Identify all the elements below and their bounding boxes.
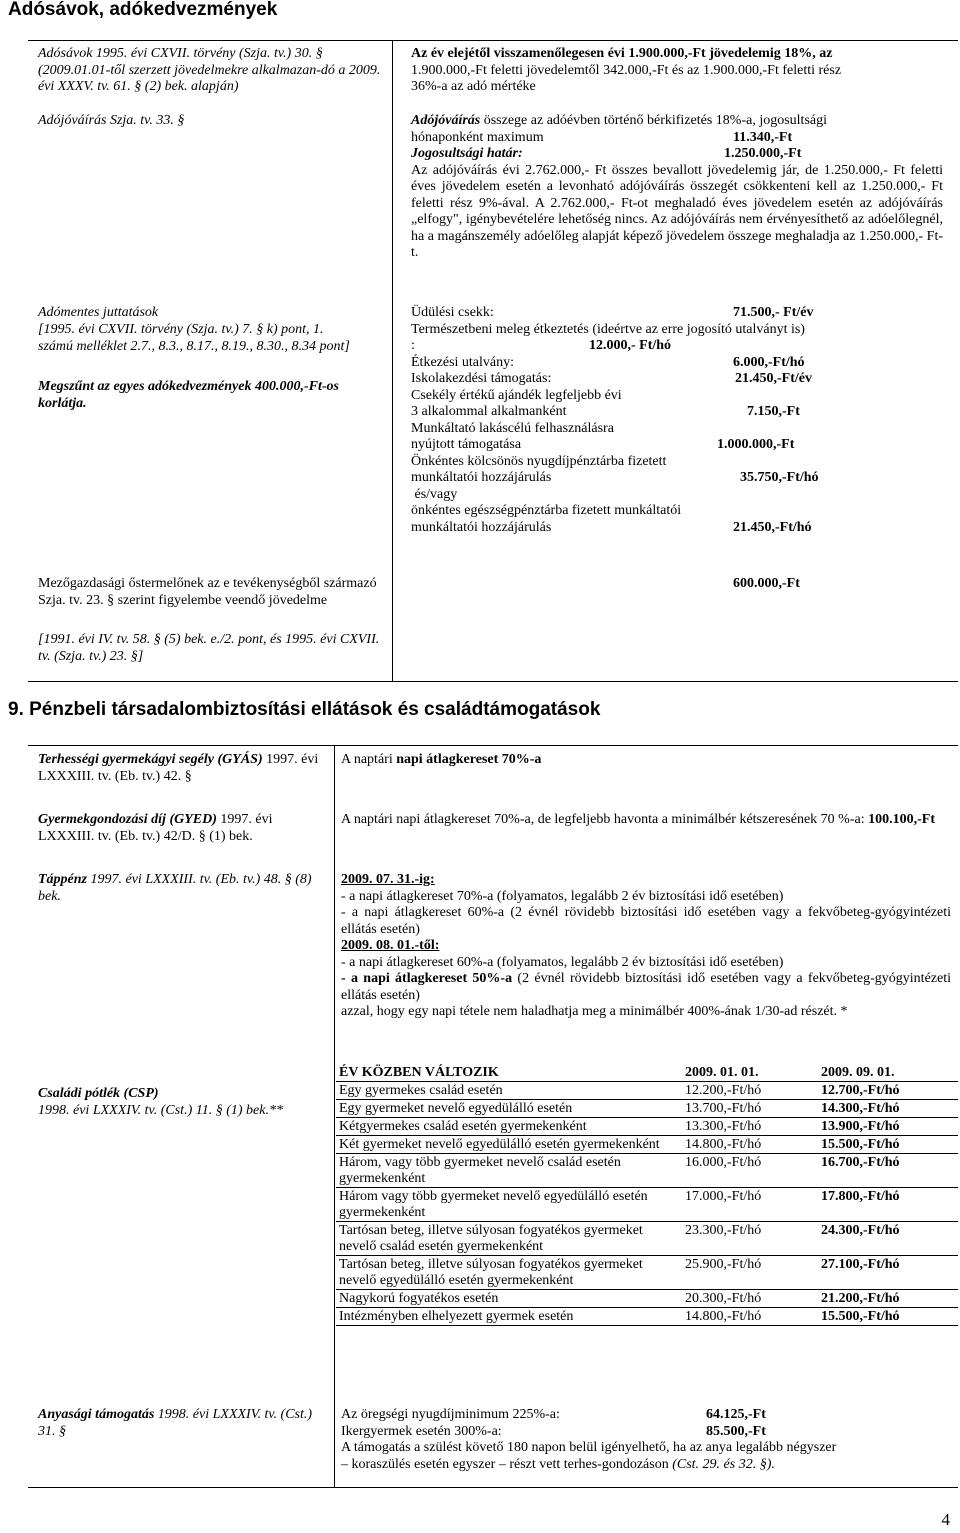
tax-line-3: 36%-a az adó mértéke bbox=[411, 79, 536, 94]
maternity-grant-text bbox=[341, 1407, 953, 1473]
gyed-text: A naptári napi átlagkereset 70%-a, de legfeljebb havonta a minimálbér kétszeresének 70 %-a: 100.100,-Ft bbox=[341, 812, 936, 827]
tax-brackets-text bbox=[411, 46, 951, 96]
table-row: Kétgyermekes család esetén gyermekenként 13.300,-Ft/hó 13.900,-Ft/hó bbox=[336, 1118, 958, 1136]
maternity-paragraph-ref: (Cst. 29. és 32. §). bbox=[672, 1456, 775, 1472]
exempt-value: 12.000,- Ft/hó bbox=[589, 338, 672, 353]
exempt-label: munkáltatói hozzájárulás bbox=[411, 470, 552, 485]
exempt-value: 71.500,- Ft/év bbox=[733, 305, 814, 320]
exempt-label: : bbox=[411, 338, 415, 353]
sec2-divider bbox=[334, 745, 335, 1487]
maternity-label: Az öregségi nyugdíjminimum 225%-a: bbox=[341, 1407, 560, 1422]
table-row: Tartósan beteg, illetve súlyosan fogyatékos gyermeket nevelő család esetén gyermekenként 23.300,-Ft/hó 24.300,-Ft/hó bbox=[336, 1222, 958, 1256]
sick-pay-until: 2009. 07. 31.-ig: bbox=[341, 872, 435, 887]
family-allowance-table bbox=[336, 1064, 958, 1326]
table-row: Három vagy több gyermeket nevelő egyedülálló esetén gyermekenként 17.000,-Ft/hó 17.800,-Ft/hó bbox=[336, 1188, 958, 1222]
table-row: Két gyermeket nevelő egyedülálló esetén gyermekenként 14.800,-Ft/hó 15.500,-Ft/hó bbox=[336, 1136, 958, 1154]
gyas-text: A naptári napi átlagkereset 70%-a bbox=[341, 752, 542, 767]
exempt-value: 21.450,-Ft/hó bbox=[733, 519, 812, 535]
tax-line-1: Az év elejétől visszamenőlegesen évi 1.900.000,-Ft jövedelemig 18%, az bbox=[411, 46, 833, 61]
table-row: Intézményben elhelyezett gyermek esetén 14.800,-Ft/hó 15.500,-Ft/hó bbox=[336, 1308, 958, 1326]
sick-pay-line: - a napi átlagkereset 60%-a (folyamatos, legalább 2 év biztosítási idő esetében) bbox=[341, 954, 784, 970]
exempt-value: 35.750,-Ft/hó bbox=[740, 470, 819, 485]
exempt-label: nyújtott támogatása bbox=[411, 437, 522, 452]
sick-pay-line: azzal, hogy egy napi tétele nem haladhatja meg a minimálbér 400%-ának 1/30-ad részét. * bbox=[341, 1004, 848, 1019]
table-row: Három, vagy több gyermeket nevelő család esetén gyermekenként 16.000,-Ft/hó 16.700,-Ft/hó bbox=[336, 1154, 958, 1188]
page-heading: Adósávok, adókedvezmények bbox=[8, 0, 278, 20]
family-allowance-ref: Családi pótlék (CSP) 1998. évi LXXXIV. tv. (Cst.) 11. § (1) bek.** bbox=[38, 1086, 283, 1118]
table-row: Egy gyermeket nevelő egyedülálló esetén 13.700,-Ft/hó 14.300,-Ft/hó bbox=[336, 1100, 958, 1118]
exempt-benefits-ref: [1995. évi CXVII. törvény (Szja. tv.) 7. § k) pont, 1. számú melléklet 2.7., 8.3., 8.17., 8.19., 8.30., 8.34 pont] bbox=[38, 322, 350, 354]
credit-label: Adójóváírás bbox=[411, 113, 481, 128]
maternity-paragraph: – koraszülés esetén egyszer – részt vett terhes-gondozáson bbox=[341, 1456, 673, 1472]
maternity-value: 64.125,-Ft bbox=[706, 1407, 766, 1422]
exempt-label: Étkezési utalvány: bbox=[411, 354, 515, 370]
table-header: ÉV KÖZBEN VÁLTOZIK 2009. 01. 01. 2009. 09. 01. bbox=[336, 1064, 958, 1082]
page-number: 4 bbox=[941, 1510, 950, 1529]
exempt-label: Munkáltató lakáscélú felhasználásra bbox=[411, 420, 614, 436]
farmer-law-ref: [1991. évi IV. tv. 58. § (5) bek. e./2. pont, és 1995. évi CXVII. tv. (Szja. tv.) 23. §] bbox=[38, 632, 380, 664]
maternity-grant-ref: Anyasági támogatás 1998. évi LXXXIV. tv. (Cst.) 31. § bbox=[38, 1407, 313, 1439]
exempt-benefits-title: Adómentes juttatások bbox=[38, 305, 159, 320]
credit-limit-label: Jogosultsági határ: bbox=[411, 146, 523, 161]
table-row: Nagykorú fogyatékos esetén 20.300,-Ft/hó 21.200,-Ft/hó bbox=[336, 1290, 958, 1308]
exempt-value: 1.000.000,-Ft bbox=[717, 437, 795, 452]
sick-pay-from: 2009. 08. 01.-től: bbox=[341, 938, 440, 953]
exempt-label: Csekély értékű ajándék legfeljebb évi bbox=[411, 387, 622, 403]
sick-pay-line: - a napi átlagkereset 70%-a (folyamatos, legalább 2 év biztosítási idő esetében) bbox=[341, 888, 784, 904]
tax-credit-ref: Adójóváírás Szja. tv. 33. § bbox=[38, 113, 185, 128]
credit-monthly-label: hónaponként maximum bbox=[411, 129, 544, 145]
sick-pay-line: - a napi átlagkereset 60%-a (2 évnél rövidebb biztosítási idő esetében vagy a fekvőbeteg-gyógyintézeti ellátás esetén) bbox=[341, 905, 951, 937]
exempt-label: önkéntes egészségpénztárba fizetett munkáltatói bbox=[411, 503, 682, 518]
exempt-label: Üdülési csekk: bbox=[411, 305, 494, 320]
exempt-label: Iskolakezdési támogatás: bbox=[411, 371, 552, 386]
exempt-benefits-note: Megszűnt az egyes adókedvezmények 400.000,-Ft-os korlátja. bbox=[38, 379, 339, 411]
tax-credit-block bbox=[411, 113, 951, 262]
farmer-value: 600.000,-Ft bbox=[733, 576, 800, 591]
exempt-label: és/vagy bbox=[411, 486, 458, 502]
sick-pay-line: (2 évnél rövidebb biztosítási idő esetében vagy a fekvőbeteg-gyógyintézeti ellátás esetén) bbox=[341, 971, 951, 1003]
sec1-bottom-rule bbox=[28, 681, 958, 682]
exempt-label: munkáltatói hozzájárulás bbox=[411, 519, 552, 535]
farmer-income-ref: Mezőgazdasági őstermelőnek az e tevékenységből származó Szja. tv. 23. § szerint figyelembe veendő jövedelme bbox=[38, 576, 377, 608]
maternity-paragraph: A támogatás a szülést követő 180 napon belül igényelhető, ha az anya legalább négyszer bbox=[341, 1440, 837, 1455]
exempt-label: Természetbeni meleg étkeztetés (ideértve az erre jogosító utalványt is) bbox=[411, 321, 805, 337]
sick-pay-text bbox=[341, 872, 951, 1021]
credit-text: összege az adóévben történő bérkifizetés 18%-a, jogosultsági bbox=[483, 113, 828, 128]
maternity-label: Ikergyermek esetén 300%-a: bbox=[341, 1423, 502, 1439]
credit-monthly-value: 11.340,-Ft bbox=[733, 129, 793, 145]
table-row: Egy gyermekes család esetén 12.200,-Ft/hó 12.700,-Ft/hó bbox=[336, 1082, 958, 1100]
sec1-top-rule bbox=[28, 40, 958, 41]
sec1-divider bbox=[392, 40, 393, 681]
sick-pay-line: - a napi átlagkereset 50%-a bbox=[341, 971, 513, 986]
gyed-ref: Gyermekgondozási díj (GYED) 1997. évi LXXXIII. tv. (Eb. tv.) 42/D. § (1) bek. bbox=[38, 812, 273, 844]
exempt-value: 7.150,-Ft bbox=[747, 404, 800, 419]
sec2-top-rule bbox=[28, 745, 958, 746]
exempt-value: 6.000,-Ft/hó bbox=[733, 354, 805, 370]
sec2-bottom-rule bbox=[28, 1487, 958, 1488]
exempt-list bbox=[411, 305, 951, 536]
tax-line-2: 1.900.000,-Ft feletti jövedelemtől 342.000,-Ft és az 1.900.000,-Ft feletti rész bbox=[411, 62, 842, 78]
gyas-ref: Terhességi gyermekágyi segély (GYÁS) 1997. évi LXXXIII. tv. (Eb. tv.) 42. § bbox=[38, 752, 319, 784]
exempt-label: 3 alkalommal alkalmanként bbox=[411, 404, 567, 419]
exempt-label: Önkéntes kölcsönös nyugdíjpénztárba fizetett bbox=[411, 453, 667, 469]
maternity-value: 85.500,-Ft bbox=[706, 1423, 766, 1439]
section-9-heading: 9. Pénzbeli társadalombiztosítási ellátások és családtámogatások bbox=[8, 699, 601, 720]
tax-brackets-ref: Adósávok 1995. évi CXVII. törvény (Szja. tv.) 30. § (2009.01.01-től szerzett jövedelmekre alkalmazan-dó a 2009. évi XXXV. tv. 61. § (2) bek. alapján) bbox=[38, 46, 381, 94]
exempt-value: 21.450,-Ft/év bbox=[735, 371, 812, 386]
credit-limit-value: 1.250.000,-Ft bbox=[724, 146, 802, 161]
table-row: Tartósan beteg, illetve súlyosan fogyatékos gyermeket nevelő egyedülálló esetén gyermekenként 25.900,-Ft/hó 27.100,-Ft/hó bbox=[336, 1256, 958, 1290]
sick-pay-ref: Táppénz 1997. évi LXXXIII. tv. (Eb. tv.) 48. § (8) bek. bbox=[38, 872, 312, 904]
credit-paragraph: Az adójóváírás évi 2.762.000,- Ft összes bevallott jövedelemig jár, de 1.250.000,- Ft feletti éves jövedelem esetén a levonható adójóváírás összegét csökkenteni kell az 1.250.000,- Ft feletti rész 9%-ával. A 2.762.000,- Ft-ot meghaladó éves jövedelem esetén az adójóváírás „elfogy", igénybevételére lehetőség nincs. Az adójóváírás nem érvényesíthető az adóelőlegnél, ha a magánszemély adóelőleg alapját képező jövedelem összege meghaladja az 1.250.000,- Ft-t. bbox=[411, 162, 943, 260]
